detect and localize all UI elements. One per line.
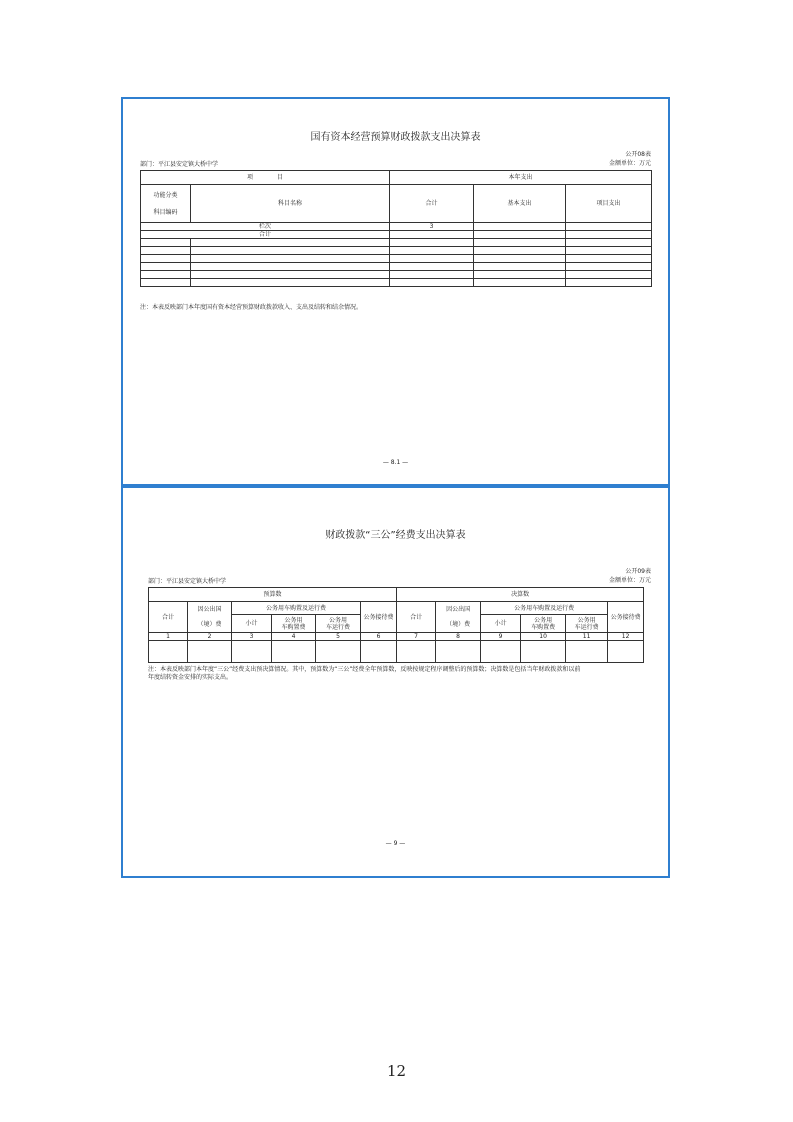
table-row: [149, 641, 644, 663]
table09-page-number: — 9 —: [385, 840, 406, 847]
table09-col-num: 10: [521, 633, 566, 641]
table09-note-line1: 注：本表反映部门本年度“三公”经费支出预决算情况。其中，预算数为“三公”经费全年预算数，反映按规定程序调整后的预算数；决算数是包括当年财政拨款和以前: [148, 666, 581, 673]
table-row: [141, 263, 652, 271]
table09-dept: 部门：平江县安定镇大桥中学: [148, 578, 227, 585]
table09-col-num: 11: [566, 633, 608, 641]
table09-col-num: 8: [436, 633, 481, 641]
table09-col-num: 9: [481, 633, 521, 641]
table09-col-num: 6: [361, 633, 397, 641]
page-panel-table08: [121, 97, 670, 486]
table09-unit: 金额单位：万元: [608, 577, 651, 584]
page-panel-table09: [121, 486, 670, 878]
table09-hdr-car-buy-final-a: 公务用: [534, 616, 553, 624]
table-row: [141, 239, 652, 247]
table09-hdr-abroad-b: （境）费: [197, 620, 222, 628]
table08-row-col: [141, 223, 652, 231]
table09-hdr-reception-final: 公务接待费: [608, 602, 644, 633]
table08-hdr-func: [141, 185, 191, 223]
table08-row-col-label: 栏次: [141, 223, 390, 231]
table08-title: 国有资本经营预算财政拨款支出决算表: [310, 132, 481, 143]
table09-hdr-budget: 预算数: [149, 588, 397, 602]
table09-grid: [148, 587, 644, 663]
table09-hdr-abroad-final-a: 因公出国: [446, 605, 471, 613]
table09-col-num: 2: [188, 633, 232, 641]
table09-hdr-car-run-a: 公务用: [328, 616, 347, 624]
table08-hdr-item: 项 目: [141, 171, 390, 185]
table09-hdr-car-buy: [272, 615, 316, 633]
table08-row-col-val: 3: [390, 223, 474, 231]
table09-hdr-car-buy-a: 公务用: [284, 616, 303, 624]
table09-col-num: 12: [608, 633, 644, 641]
table09-hdr-abroad-a: 因公出国: [197, 605, 222, 613]
table09-col-num: 4: [272, 633, 316, 641]
table09-hdr-car-buy-final: [521, 615, 566, 633]
table09-hdr-total: 合计: [149, 602, 188, 633]
table09-hdr-abroad: [188, 602, 232, 633]
table08-unit: 金额单位：万元: [608, 160, 651, 167]
table08-hdr-name: 科目名称: [191, 185, 390, 223]
table09-col-numbers-row: [149, 633, 644, 641]
table09-col-num: 3: [232, 633, 272, 641]
table09-hdr-car-run-b: 车运行费: [325, 623, 350, 631]
table-row: [141, 271, 652, 279]
table08-dept: 部门：平江县安定镇大桥中学: [140, 161, 219, 168]
table09-hdr-car-buy-b: 车购置费: [281, 623, 306, 631]
table09-hdr-car-run: [316, 615, 361, 633]
table08-grid: [140, 170, 652, 287]
table09-hdr-car-buy-final-b: 车购置费: [531, 623, 556, 631]
table09-hdr-subtotal: 小计: [232, 615, 272, 633]
table08-hdr-func-a: 功能分类: [153, 191, 178, 199]
table09-col-num: 1: [149, 633, 188, 641]
table08-code: 公开08表: [625, 151, 651, 158]
table09-hdr-car-final: 公务用车购置及运行费: [481, 602, 608, 615]
table09-hdr-subtotal-final: 小计: [481, 615, 521, 633]
table09-note-line2: 年度结转资金安排的实际支出。: [148, 674, 233, 681]
table-row: [141, 279, 652, 287]
table09-col-num: 5: [316, 633, 361, 641]
table08-row-total: [141, 231, 652, 239]
table08-hdr-project: 项目支出: [566, 185, 652, 223]
table09-hdr-abroad-final-b: （境）费: [446, 620, 471, 628]
table09-title: 财政拨款“三公”经费支出决算表: [325, 530, 466, 541]
table09-hdr-car-run-final-b: 车运行费: [574, 623, 599, 631]
table09-hdr-final: 决算数: [397, 588, 644, 602]
table09-hdr-car: 公务用车购置及运行费: [232, 602, 361, 615]
table08-hdr-func-b: 科目编码: [153, 208, 178, 216]
table08-hdr-year: 本年支出: [390, 171, 652, 185]
table08-hdr-basic: 基本支出: [474, 185, 566, 223]
document-page-number: 12: [386, 1062, 407, 1080]
table08-row-total-label: 合计: [141, 231, 390, 239]
table09-hdr-reception: 公务接待费: [361, 602, 397, 633]
table09-hdr-total-final: 合计: [397, 602, 436, 633]
table09-col-num: 7: [397, 633, 436, 641]
table09-hdr-car-run-final-a: 公务用: [577, 616, 596, 624]
table09-code: 公开09表: [625, 568, 651, 575]
table-row: [141, 255, 652, 263]
table-row: [141, 247, 652, 255]
table09-hdr-abroad-final: [436, 602, 481, 633]
table08-hdr-total: 合计: [390, 185, 474, 223]
table08-note: 注：本表反映部门本年度国有资本经营预算财政拨款收入、支出及结转和结余情况。: [140, 304, 363, 311]
table09-hdr-car-run-final: [566, 615, 608, 633]
table08-page-number: — 8.1 —: [382, 459, 409, 466]
